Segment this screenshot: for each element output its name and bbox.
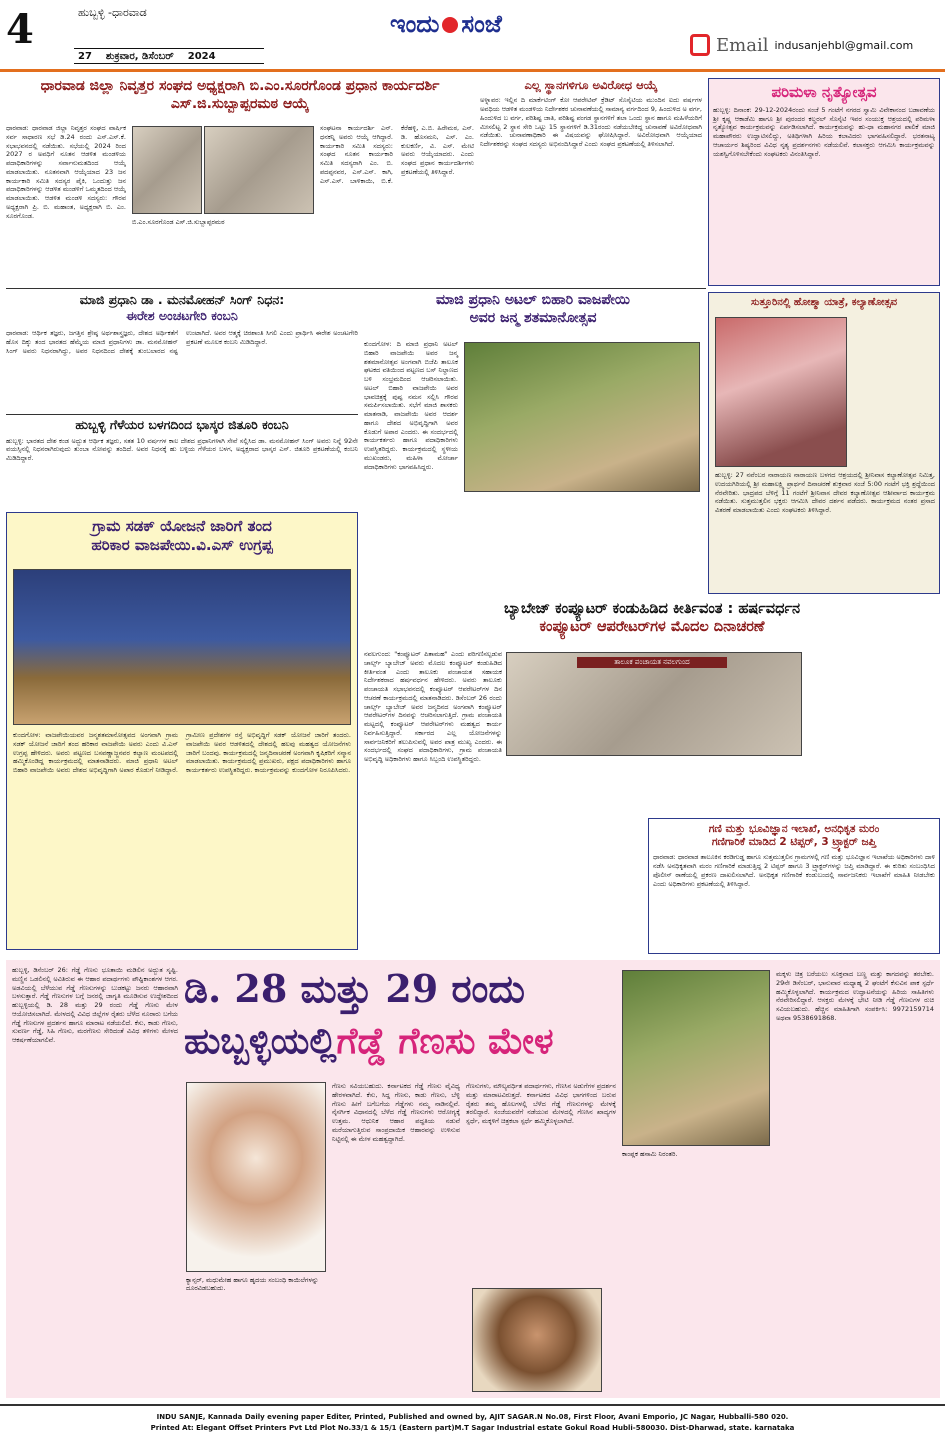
story-illegal-mining-seizure: [648, 818, 940, 954]
story-computer-operators-day: [364, 600, 940, 814]
article-body-mid: ಗೆಣಸು ಸವಿಯಬಹುದು. ಕರ್ನಾಟಕದ ಗೆಡ್ಡೆ ಗೆಣಸು ವೈವಿಧ್ಯ ಹೇರಳವಾಗಿದೆ. ಕೆಸು, ಸಿದ್ದ ಗೆಣಸು, ಕಾಡು ಗೆಣಸು, ಬೆಳ್ಳಿ ಗೆಣಸು ಹೀಗೆ ಬಗೆಬಗೆಯ ಗೆಡ್ಡೆಗಳು ನಮ್ಮ ನಾಡಿನಲ್ಲಿವೆ. ನೈಸರ್ಗಿಕ ವಿಧಾನದಲ್ಲಿ ಬೆಳೆದ ಗೆಡ್ಡೆ ಗೆಣಸುಗಳು ಆರೋಗ್ಯಕ್ಕೆ ಉತ್ತಮ. ಆಧುನಿಕ ಆಹಾರ ಪದ್ಧತಿಯ ನಡುವೆ ಮರೆಯಾಗುತ್ತಿರುವ ಸಾಂಪ್ರದಾಯಿಕ ಆಹಾರವನ್ನು ಉಳಿಸುವ ನಿಟ್ಟಿನಲ್ಲಿ ಈ ಮೇಳ ಮಹತ್ವದ್ದಾಗಿದೆ.: [332, 1082, 460, 1143]
article-body-lower: [464, 496, 700, 590]
article-body: ಧಾರವಾಡ: ಆರ್ಥಿಕ ತಜ್ಞರು, ಜಗತ್ತಿನ ಶ್ರೇಷ್ಠ ಅರ್ಥಶಾಸ್ತ್ರಜ್ಞರು, ದೇಶದ ಅರ್ಥಿಕತೆಗೆ ಹೊಸ ದಿಕ್ಕು ತಂದ ಭಾರತದ ಹೆಮ್ಮೆಯ ಮಾಜಿ ಪ್ರಧಾನಿಗಳು ಡಾ. ಮನಮೋಹನ್ ಸಿಂಗ್ ಅವರು ನಿಧನರಾಗಿದ್ದು, ಅವರ ನಿಧನದಿಂದ ದೇಶಕ್ಕೆ ತುಂಬಲಾರದ ನಷ್ಟ ಉಂಟಾಗಿದೆ. ಅವರ ಆತ್ಮಕ್ಕೆ ಚಿರಶಾಂತಿ ಸಿಗಲಿ ಎಂದು ಪ್ರಾರ್ಥಿಸಿ ಈರೇಶ ಅಂಚಟಗೇರಿ ಪ್ರಕಟಣೆ ಮೂಲಕ ಕಂಬನಿ ಮಿಡಿದಿದ್ದಾರೆ.: [6, 329, 358, 355]
article-body-right: [808, 650, 940, 810]
headline: ಧಾರವಾಡ ಜಿಲ್ಲಾ ನಿವೃತ್ತರ ಸಂಘದ ಅಧ್ಯಕ್ಷರಾಗಿ ಬಿ.ಎಂ.ಸೂರಗೊಂಡ ಪ್ರಧಾನ ಕಾರ್ಯದರ್ಶಿ ಎಸ್.ಜಿ.ಸುಬ್ಬಾಪ್ಪರಮಠ ಆಯ್ಕೆ: [40, 78, 440, 112]
email-address[interactable]: indusanjehbl@gmail.com: [774, 38, 914, 52]
date-year: 2024: [187, 50, 216, 62]
headline: ಎಲ್ಲ ಸ್ಥಾನಗಳಿಗೂ ಅವಿರೋಧ ಆಯ್ಕೆ: [524, 78, 658, 92]
brand-mark-icon: [690, 34, 710, 56]
story-manmohan-singh-condolence: [6, 292, 358, 410]
article-body-right-lower: [622, 1164, 770, 1394]
imprint-line-1: INDU SANJE, Kannada Daily evening paper Editer, Printed, Published and owned by, AJIT SAGAR.N No.08, First Floor, Avani Emporio, JC Nagar, Hubballi-580 020.: [156, 1413, 789, 1421]
email-block: [690, 34, 913, 56]
newspaper-logo: [390, 10, 502, 38]
photo-caption: ಬಿ.ಎಂ.ಸೂರಗೊಂಡ ಎಸ್.ಜಿ.ಸುಬ್ಬಾಪ್ಪರಮಠ: [132, 218, 225, 226]
photo-caption-mid: ಕ್ಯಾನ್ಸರ್, ಮಧುಮೇಹ ಹಾಗೂ ಹೃದಯ ಸಂಬಂಧಿ ಕಾಯಿಲೆಗಳನ್ನು ದೂರವಿಡಬಹುದು.: [186, 1276, 319, 1293]
article-body: ಕುಂದಗೋಳ: ವಾಜಪೇಯಿಯವರ ಜನ್ಮಶತಮಾನೋತ್ಸವದ ಅಂಗವಾಗಿ ಗ್ರಾಮ ಸಡಕ್ ಯೋಜನೆ ಜಾರಿಗೆ ತಂದ ಹರಿಕಾರ ವಾಜಪೇಯಿ ಅವರು ಎಂದು ವಿ.ಎಸ್ ಉಗ್ರಪ್ಪ ಹೇಳಿದರು. ಅವರು ಪಟ್ಟಣದ ಬಸವಣ್ಣಾಜ್ಜನವರ ಕಲ್ಯಾಣ ಮಂಟಪದಲ್ಲಿ ಹಮ್ಮಿಕೊಂಡಿದ್ದ ಕಾರ್ಯಕ್ರಮದಲ್ಲಿ ಮಾತನಾಡಿದರು. ಮಾಜಿ ಪ್ರಧಾನಿ ಅಟಲ್ ಬಿಹಾರಿ ವಾಜಪೇಯಿ ಅವರು ದೇಶದ ಅಭಿವೃದ್ಧಿಗಾಗಿ ಅಪಾರ ಕೊಡುಗೆ ನೀಡಿದ್ದಾರೆ. ಗ್ರಾಮೀಣ ಪ್ರದೇಶಗಳ ರಸ್ತೆ ಅಭಿವೃದ್ಧಿಗೆ ಸಡಕ್ ಯೋಜನೆ ಜಾರಿಗೆ ತಂದರು. ವಾಜಪೇಯಿ ಅವರ ಆಡಳಿತದಲ್ಲಿ ದೇಶದಲ್ಲಿ ಹಲವು ಮಹತ್ವದ ಯೋಜನೆಗಳು ಜಾರಿಗೆ ಬಂದವು. ಕಾರ್ಯಕ್ರಮದಲ್ಲಿ ಜನ್ಮದಿನಾಚರಣೆ ಅಂಗವಾಗಿ ಕೃಷಿಕರಿಗೆ ಸನ್ಮಾನ ಮಾಡಲಾಯಿತು. ಕಾರ್ಯಕ್ರಮದಲ್ಲಿ ಪ್ರಮುಖರು, ಪಕ್ಷದ ಪದಾಧಿಕಾರಿಗಳು ಹಾಗೂ ಕಾರ್ಯಕರ್ತರು ಉಪಸ್ಥಿತರಿದ್ದರು. ಕಾರ್ಯಕ್ರಮವನ್ನು ಕುಂದಗೋಳ ನಿರೂಪಿಸಿದರು.: [13, 731, 351, 775]
woman-holding-tuber-photo: [472, 1288, 602, 1392]
article-lead: ಧಾರವಾಡ: ಧಾರವಾಡ ಜಿಲ್ಲಾ ನಿವೃತ್ತರ ಸಂಘದ ವಾರ್ಷಿಕ ಸರ್ವ ಸಾಧಾರಣ ಸಭೆ ಡಿ.24 ರಂದು ಎಸ್.ಎಸ್.ಕೆ. ಸಭಾಭವನದಲ್ಲಿ ನಡೆಯಿತು. ಸಭೆಯಲ್ಲಿ 2024 ರಿಂದ 2027 ರ ಅವಧಿಗೆ ನೂತನ ಆಡಳಿತ ಮಂಡಳಿಯ ಪದಾಧಿಕಾರಿಗಳನ್ನು ಸರ್ವಾನುಮತದಿಂದ ಆಯ್ಕೆ ಮಾಡಲಾಯಿತು. ನೂತನವಾಗಿ ಆಯ್ಕೆಯಾದ 23 ಜನ ಕಾರ್ಯಕಾರಿ ಸಮಿತಿ ಸದಸ್ಯರ ಪೈಕಿ, ಒಂದುತ್ತು ಜನ ಪದಾಧಿಕಾರಿಗಳನ್ನು ಆಡಳಿತ ಮಂಡಳಿಗೆ ಒಮ್ಮತದಿಂದ ಆಯ್ಕೆ ಮಾಡಲಾಯಿತು. ಆಡಳಿತ ಮಂಡಳಿ ಸದಸ್ಯರು: ಗೌರವ ಅಧ್ಯಕ್ಷರಾಗಿ ಪ್ರಿ. ಬಿ. ಮಹಾಂತ, ಅಧ್ಯಕ್ಷರಾಗಿ ಬಿ. ಎಂ. ಸೂರಗೊಂಡ.: [6, 124, 126, 220]
article-body: ಹುಬ್ಬಳ್ಳಿ: ದಿನಾಂಕ: 29-12-2024ರಂದು ಸಂಜೆ 5 ಗಂಟೆಗೆ ನಗರದ ಸ್ವಾಮಿ ವಿವೇಕಾನಂದ ಬಡಾವಣೆಯ ಶ್ರೀ ಕೃಷ್ಣ ಆಕಾಡೆಮಿ ಹಾಗೂ ಶ್ರೀ ಪುರಂದರ ಕಲ್ಚರಲ್ ಸೊಸೈಟಿ ಇವರ ಸಂಯುಕ್ತ ಆಶ್ರಯದಲ್ಲಿ ಪರಿಮಳಾ ನೃತ್ಯೋತ್ಸವ ಕಾರ್ಯಕ್ರಮವನ್ನು ಏರ್ಪಡಿಸಲಾಗಿದೆ. ಕಾರ್ಯಕ್ರಮವನ್ನು ಹು-ಧಾ ಮಹಾನಗರ ಪಾಲಿಕೆ ಮಾಜಿ ಮಹಾಪೌರರು ಉದ್ಘಾಟಿಸಲಿದ್ದು, ಅತಿಥಿಗಳಾಗಿ ಹಿರಿಯ ಕಲಾವಿದರು ಭಾಗವಹಿಸಲಿದ್ದಾರೆ. ಭರತನಾಟ್ಯ ಆಚಾರ್ಯರ ಶಿಷ್ಯರಿಂದ ವಿವಿಧ ನೃತ್ಯ ಪ್ರದರ್ಶನಗಳು ನಡೆಯಲಿವೆ. ಕಲಾಸಕ್ತರು ಆಗಮಿಸಿ ಕಾರ್ಯಕ್ರಮವನ್ನು ಯಶಸ್ವಿಗೊಳಿಸಬೇಕೆಂದು ಸಂಘಟಕರು ವಿನಂತಿಸಿದ್ದಾರೆ.: [713, 105, 935, 158]
temple-photo: [715, 317, 847, 467]
page-number: 4: [6, 6, 34, 53]
sun-icon: [442, 17, 458, 33]
headline-line-1: ಮಾಜಿ ಪ್ರಧಾನಿ ಡಾ . ಮನಮೋಹನ್ ಸಿಂಗ್ ನಿಧನ:: [79, 292, 285, 307]
headline-line-1: ಮಾಜಿ ಪ್ರಧಾನಿ ಅಟಲ್ ಬಿಹಾರಿ ವಾಜಪೇಯಿ: [436, 292, 630, 308]
logo-right-text: ಸಂಜೆ: [461, 10, 502, 38]
headline-place: ಹುಬ್ಬಳ್ಳಿಯಲ್ಲಿ: [184, 1020, 337, 1062]
article-body: ಅಳ್ನಾವರ: ಇಲ್ಲಿನ ದಿ ಮಾರ್ಕೆಟಿಂಗ್ ಕೋ ಆಪರೇಟಿವ್ ಕ್ರೆಡಿಟ್ ಸೊಸೈಟಿಯ ಮುಂದಿನ ಐದು ವರ್ಷಗಳ ಅವಧಿಯ ಆಡಳಿತ ಮಂಡಳಿಯ ನಿರ್ದೇಶಕರ ಚುನಾವಣೆಯಲ್ಲಿ ಸಾಮಾನ್ಯ ವರ್ಗದಿಂದ 9, ಹಿಂದುಳಿದ ಅ ವರ್ಗ, ಹಿಂದುಳಿದ ಬ ವರ್ಗ, ಪರಿಶಿಷ್ಟ ಜಾತಿ, ಪರಿಶಿಷ್ಟ ಪಂಗಡ ಸ್ಥಾನಗಳಿಗೆ ತಲಾ ಒಂದು ಸ್ಥಾನ ಹಾಗೂ ಮಹಿಳೆಯರಿಗೆ ಮೀಸಲಿಟ್ಟ 2 ಸ್ಥಾನ ಸೇರಿ ಒಟ್ಟು 15 ಸ್ಥಾನಗಳಿಗೆ ಡಿ.31ರಂದು ನಡೆಯಬೇಕಿದ್ದ ಚುನಾವಣೆ ಅವಿರೋಧವಾಗಿ ನಡೆಯಿತು. ಚುನಾವಣಾಧಿಕಾರಿ ಈ ವಿಷಯವನ್ನು ಘೋಷಿಸಿದ್ದಾರೆ. ಅವಿರೋಧವಾಗಿ ಆಯ್ಕೆಯಾದ ನಿರ್ದೇಶಕರನ್ನು ಸಂಘದ ಸದಸ್ಯರು ಅಭಿನಂದಿಸಿದ್ದಾರೆ ಎಂದು ಸಂಘದ ಪ್ರಕಟಣೆಯಲ್ಲಿ ತಿಳಿಸಲಾಗಿದೆ.: [480, 96, 702, 149]
woman-with-tubers-photo: [186, 1082, 326, 1272]
headline: ಸುತ್ತೂರಿನಲ್ಲಿ ಹೋಶ್ಮಾ ಯಾತ್ರೆ, ಕಲ್ಯಾಣೋತ್ಸವ: [750, 297, 898, 308]
dateline: [74, 48, 264, 64]
photo-signboard: ತಾಲೂಕ ಪಂಚಾಯತ ನವಲಗುಂದ: [577, 657, 727, 668]
logo-left-text: ಇಂದು: [390, 10, 440, 38]
article-body-left: ಹುಬ್ಬಳ್ಳಿ, ಡಿಸೆಂಬರ್ 26: ಗೆಡ್ಡೆ ಗೆಣಸು ಭೂತಾಯಿ ಮಡಿಲಿನ ಅದ್ಭುತ ಸೃಷ್ಟಿ. ಮಣ್ಣಿನ ಒಡಲಿನಲ್ಲಿ ಅವಿತಿರುವ ಈ ಆಹಾರ ಪದಾರ್ಥಗಳು ಪೌಷ್ಟಿಕಾಂಶಗಳ ಆಗರ. ಅಡವಿಯಲ್ಲಿ ಬೆಳೆಯುವ ಗೆಡ್ಡೆ ಗೆಣಸುಗಳನ್ನು ಬುಡಕಟ್ಟು ಜನರು ಆಹಾರವಾಗಿ ಬಳಸುತ್ತಾರೆ. ಗೆಡ್ಡೆ ಗೆಣಸುಗಳ ಬಗ್ಗೆ ಜನರಲ್ಲಿ ಜಾಗೃತಿ ಮೂಡಿಸುವ ಉದ್ದೇಶದಿಂದ ಹುಬ್ಬಳ್ಳಿಯಲ್ಲಿ ಡಿ. 28 ಮತ್ತು 29 ರಂದು ಗೆಡ್ಡೆ ಗೆಣಸು ಮೇಳ ಆಯೋಜಿಸಲಾಗಿದೆ. ಮೇಳದಲ್ಲಿ ವಿವಿಧ ಜಿಲ್ಲೆಗಳ ರೈತರು ಬೆಳೆದ ನೂರಾರು ಬಗೆಯ ಗೆಡ್ಡೆ ಗೆಣಸುಗಳ ಪ್ರದರ್ಶನ ಹಾಗೂ ಮಾರಾಟ ನಡೆಯಲಿದೆ. ಕೆಸು, ಕಾಡು ಗೆಣಸು, ಸುವರ್ಣ ಗೆಡ್ಡೆ, ಸಿಹಿ ಗೆಣಸು, ಮರಗೆಣಸು ಸೇರಿದಂತೆ ವಿವಿಧ ತಳಿಗಳು ಮೇಳದ ಆಕರ್ಷಣೆಯಾಗಲಿವೆ.: [12, 966, 178, 1045]
date-weekday-month: ಶುಕ್ರವಾರ, ಡಿಸೆಂಬರ್: [105, 50, 174, 62]
edition-place: ಹುಬ್ಬಳ್ಳಿ -ಧಾರವಾಡ: [78, 6, 147, 19]
headline-line-1: ಗಣಿ ಮತ್ತು ಭೂವಿಜ್ಞಾನ ಇಲಾಖೆ, ಅನಧಿಕೃತ ಮರಂ: [708, 823, 880, 835]
headline: ಪರಿಮಳಾ ನೃತ್ಯೋತ್ಸವ: [771, 83, 877, 101]
portrait-photo-1: [132, 126, 202, 214]
article-body: ಧಾರವಾಡ: ಧಾರವಾಡ ತಾಲೂಕಿನ ಕರಡಿಗುಡ್ಡ ಹಾಗೂ ಸುತ್ತಮುತ್ತಲಿನ ಗ್ರಾಮಗಳಲ್ಲಿ ಗಣಿ ಮತ್ತು ಭೂವಿಜ್ಞಾನ ಇಲಾಖೆಯ ಅಧಿಕಾರಿಗಳು ದಾಳಿ ನಡೆಸಿ ಅನಧಿಕೃತವಾಗಿ ಮರಂ ಗಣಿಗಾರಿಕೆ ಮಾಡುತ್ತಿದ್ದ 2 ಟಿಪ್ಪರ್ ಹಾಗೂ 3 ಟ್ರ್ಯಾಕ್ಟರ್‌ಗಳನ್ನು ಜಪ್ತಿ ಮಾಡಿದ್ದಾರೆ. ಈ ಕುರಿತು ಸಂಬಂಧಿಸಿದ ಪೊಲೀಸ್ ಠಾಣೆಯಲ್ಲಿ ಪ್ರಕರಣ ದಾಖಲಿಸಲಾಗಿದೆ. ಅನಧಿಕೃತ ಗಣಿಗಾರಿಕೆ ಕಂಡುಬಂದಲ್ಲಿ ಸಾರ್ವಜನಿಕರು ಇಲಾಖೆಗೆ ಮಾಹಿತಿ ನೀಡಬೇಕು ಎಂದು ಅಧಿಕಾರಿಗಳು ಪ್ರಕಟಣೆಯಲ್ಲಿ ತಿಳಿಸಿದ್ದಾರೆ.: [653, 853, 935, 888]
stage-event-photo: [13, 569, 351, 725]
headline-event: ಗೆಡ್ಡೆ ಗೆಣಸು ಮೇಳ: [336, 1020, 554, 1062]
email-label: Email: [716, 34, 769, 56]
imprint-line-2: Printed At: Elegant Offset Printers Pvt Ltd Plot No.33/1 & 15/1 (Eastern part)M.T Sagar Industrial estate Gokul Road Hubli-580030. Dist-Dharwad, state. karnataka: [150, 1423, 795, 1432]
headline-line-2: ಅವರ ಜನ್ಮ ಶತಮಾನೋತ್ಸವ: [469, 309, 597, 326]
headline-line-2: ಗಣಿಗಾರಿಕೆ ಮಾಡಿದ 2 ಟಿಪ್ಪರ್, 3 ಟ್ರ್ಯಾಕ್ಟರ್ ಜಪ್ತಿ: [711, 836, 877, 849]
story-tuber-fair: [6, 960, 940, 1398]
story-gram-sadak: [6, 512, 358, 950]
story-unopposed-election: [480, 78, 702, 283]
headline-line-2: ಹರಿಕಾರ ವಾಜಪೇಯಿ.ವಿ.ಎಸ್ ಉಗ್ರಪ್ಪ: [91, 535, 273, 554]
date-day: 27: [78, 50, 92, 62]
article-body-left: ನವಲಗುಂದ: "ಕಂಪ್ಯೂಟರ್ ಪಿತಾಮಹ" ಎಂದು ಪರಿಗಣಿಸಲ್ಪಡುವ ಚಾರ್ಲ್ಸ್ ಬ್ಯಾಬೇಜ್ ಅವರು ಮೊದಲ ಕಂಪ್ಯೂಟರ್ ಕಂಡುಹಿಡಿದ ಕೀರ್ತಿವಂತ ಎಂದು ತಾಲೂಕು ಪಂಚಾಯತ ಸಹಾಯಕ ನಿರ್ದೇಶಕರಾದ ಹರ್ಷವರ್ಧನ ಹೇಳಿದರು. ಅವರು ತಾಲೂಕು ಪಂಚಾಯತಿ ಸಭಾಭವನದಲ್ಲಿ ಕಂಪ್ಯೂಟರ್ ಆಪರೇಟರ್‌ಗಳ ದಿನ ಆಚರಣೆ ಕಾರ್ಯಕ್ರಮದಲ್ಲಿ ಮಾತನಾಡಿದರು. ಡಿಸೆಂಬರ್ 26 ರಂದು ಚಾರ್ಲ್ಸ್ ಬ್ಯಾಬೇಜ್ ಅವರ ಜನ್ಮದಿನದ ಅಂಗವಾಗಿ ಕಂಪ್ಯೂಟರ್ ಆಪರೇಟರ್‌ಗಳ ದಿನವನ್ನು ಆಚರಿಸಲಾಗುತ್ತಿದೆ. ಗ್ರಾಮ ಪಂಚಾಯತಿ ಮಟ್ಟದಲ್ಲಿ ಕಂಪ್ಯೂಟರ್ ಆಪರೇಟರ್‌ಗಳು ಮಹತ್ವದ ಕಾರ್ಯ ನಿರ್ವಹಿಸುತ್ತಿದ್ದಾರೆ. ಸರ್ಕಾರದ ಎಲ್ಲ ಯೋಜನೆಗಳನ್ನು ಸಾರ್ವಜನಿಕರಿಗೆ ತಲುಪಿಸುವಲ್ಲಿ ಅವರ ಪಾತ್ರ ಮುಖ್ಯ ಎಂದರು. ಈ ಸಂದರ್ಭದಲ್ಲಿ ಸಂಘದ ಪದಾಧಿಕಾರಿಗಳು, ಗ್ರಾಮ ಪಂಚಾಯತಿ ಅಭಿವೃದ್ಧಿ ಅಧಿಕಾರಿಗಳು ಹಾಗೂ ಸಿಬ್ಬಂದಿ ಉಪಸ್ಥಿತರಿದ್ದರು.: [364, 650, 502, 764]
article-body: ಹುಬ್ಬಳ್ಳಿ: ಭಾರತದ ದೇಶ ಕಂಡ ಅದ್ಭುತ ಆರ್ಥಿಕ ತಜ್ಞರು, ಸತತ 10 ವರ್ಷಗಳ ಕಾಲ ದೇಶದ ಪ್ರಧಾನಿಗಳಾಗಿ ಸೇವೆ ಸಲ್ಲಿಸಿದ ಡಾ. ಮನಮೋಹನ್ ಸಿಂಗ್ ಅವರು ನಿನ್ನೆ 92ನೇ ವಯಸ್ಸಿನಲ್ಲಿ ನಿಧನರಾಗಿರುವುದು ತುಂಬಾ ನೋವನ್ನು ತಂದಿದೆ. ಅವರ ನಿಧನಕ್ಕೆ ಹು ಬಳ್ಳಿಯ ಗೆಳೆಯರ ಬಳಗ, ಅಧ್ಯಕ್ಷರಾದ ಭಾಸ್ಕರ ಎಸ್. ಜಿತೂರಿ ಪ್ರಕಟಣೆಯಲ್ಲಿ ಕಂಬನಿ ಮಿಡಿದಿದ್ದಾರೆ.: [6, 436, 358, 463]
article-body-lower: [132, 230, 314, 282]
headline-line-2: ಕಂಪ್ಯೂಟರ್ ಆಪರೇಟರ್‌ಗಳ ಮೊದಲ ದಿನಾಚರಣೆ: [539, 619, 765, 636]
imprint-footer: [0, 1404, 945, 1446]
story-parimala-dance-festival: [708, 78, 940, 286]
article-body: ಹುಬ್ಬಳ್ಳಿ: 27 ನವೆಂಬರ ನಾರಾಯಣ ನಾರಾಯಣ ಬಳಗದ ಆಶ್ರಯದಲ್ಲಿ ಶ್ರೀನಿವಾಸ ಕಲ್ಯಾಣೋತ್ಸವ ನಿಮಿತ್ತ, ಉದಯಗಿರಿಯಲ್ಲಿ ಶ್ರೀ ಮಹಾಲಕ್ಷ್ಮಿ ಪ್ರಾರ್ಥನೆ ದಿನಾಚರಣೆ ಶುಕ್ರವಾರ ಸಂಜೆ 5:00 ಗಂಟೆಗೆ ಭಕ್ತಿ ಶ್ರದ್ಧೆಯಿಂದ ನೆರವೇರಿತು. ಭಾದ್ರಪದ ಬೆಳಿಗ್ಗೆ 11 ಗಂಟೆಗೆ ಶ್ರೀನಿವಾಸ ದೇವರ ಕಲ್ಯಾಣೋತ್ಸವ ಆಶೀರ್ವಾದ ಕಾರ್ಯಕ್ರಮ ನಡೆಯಿತು. ಸುತ್ತಮುತ್ತಲಿನ ಭಕ್ತರು ಆಗಮಿಸಿ ದೇವರ ದರ್ಶನ ಪಡೆದರು. ಕಾರ್ಯಕ್ರಮದ ನಂತರ ಪ್ರಸಾದ ವಿತರಣೆ ಮಾಡಲಾಯಿತು ಎಂದು ಸಂಘಟಕರು ತಿಳಿಸಿದ್ದಾರೆ.: [715, 471, 935, 515]
elderly-woman-tuber-photo: [622, 970, 770, 1146]
story-vajpayee-centenary: [364, 292, 702, 594]
article-body-left: ಕುಂದಗೋಳ: ದಿ ಮಾಜಿ ಪ್ರಧಾನಿ ಅಟಲ್ ಬಿಹಾರಿ ವಾಜಪೇಯಿ ಅವರ ಜನ್ಮ ಶತಮಾನೋತ್ಸವ ಅಂಗವಾಗಿ ಬಿಜೆಪಿ ತಾಲೂಕ ಘಟಕದ ವತಿಯಿಂದ ಪಟ್ಟಣದ ಬಸ್ ನಿಲ್ದಾಣದ ಬಳಿ ಸಂಭ್ರಮದಿಂದ ಆಚರಿಸಲಾಯಿತು. ಅಟಲ್ ಬಿಹಾರಿ ವಾಜಪೇಯಿ ಅವರ ಭಾವಚಿತ್ರಕ್ಕೆ ಪುಷ್ಪ ನಮನ ಸಲ್ಲಿಸಿ ಗೌರವ ಸಮರ್ಪಿಸಲಾಯಿತು. ಸಭೆಗೆ ಮಾಜಿ ಶಾಸಕರು ಮಾತನಾಡಿ, ವಾಜಪೇಯಿ ಅವರ ಆದರ್ಶ ಹಾಗೂ ದೇಶದ ಅಭಿವೃದ್ಧಿಗಾಗಿ ಅವರ ಕೊಡುಗೆ ಅಪಾರ ಎಂದರು. ಈ ಸಂದರ್ಭದಲ್ಲಿ ಕಾರ್ಯಕರ್ತರು ಹಾಗೂ ಪದಾಧಿಕಾರಿಗಳು ಉಪಸ್ಥಿತರಿದ್ದರು. ಕಾರ್ಯಕ್ರಮದಲ್ಲಿ ಸ್ಥಳೀಯ ಮುಖಂಡರು, ಮಹಿಳಾ ಮೋರ್ಚಾ ಪದಾಧಿಕಾರಿಗಳು ಭಾಗವಹಿಸಿದ್ದರು.: [364, 340, 458, 471]
article-body-mid: [506, 760, 802, 810]
headline: ಹುಬ್ಬಳ್ಳಿ ಗೆಳೆಯರ ಬಳಗದಿಂದ ಭಾಸ್ಕರ ಜಿತೂರಿ ಕಂಬನಿ: [6, 414, 358, 433]
article-body-side: [851, 317, 935, 467]
headline-line-1: ಗ್ರಾಮ ಸಡಕ್ ಯೋಜನೆ ಜಾರಿಗೆ ತಂದ: [92, 517, 272, 535]
headline-line-1: ಬ್ಯಾಬೇಜ್ ಕಂಪ್ಯೂಟರ್ ಕಂಡುಹಿಡಿದ ಕೀರ್ತಿವಂತ : ಹರ್ಷವರ್ಧನ: [503, 601, 801, 617]
headline-line-2: ಈರೇಶ ಅಂಚಟಗೇರಿ ಕಂಬನಿ: [126, 307, 238, 323]
office-group-photo: [506, 652, 802, 756]
photo-caption-right: ಕಾಂಪ್ಲಕ ಹಸಾಮಿ ನಿರಂತರಿ.: [622, 1150, 678, 1158]
story-retired-association: [6, 78, 474, 283]
feature-headline-line-1: ಡಿ. 28 ಮತ್ತು 29 ರಂದು: [184, 966, 526, 1011]
article-body: ಸಂಘಟನಾ ಕಾರ್ಯದರ್ಶಿ ಎನ್. ಧನಕನ್ನಿ ಅವರು ಆಯ್ಕೆ ಆಗಿದ್ದಾರೆ. ಕಾರ್ಯಕಾರಿ ಸಮಿತಿ ಸದಸ್ಯರು: ಸಂಘದ ನೂತನ ಕಾರ್ಯಕಾರಿ ಸಮಿತಿ ಸದಸ್ಯರಾಗಿ ಎಂ. ಬಿ. ಪದಪ್ಪನವರ, ಎಸ್.ಎಸ್. ಕಾಗಿ, ಎಸ್.ಎಸ್. ಬಾಳಿಕಾಯಿ, ಬಿ.ಕೆ. ಕೆರೆಹಳ್ಳಿ, ಎ.ಬಿ. ಹಿರೇಮಠ, ಎಸ್. ಡಿ. ಹೊಸಮನಿ, ಎಸ್. ಎಂ. ಕುಲಕರ್ಣಿ, ವಿ. ಎಸ್. ಮೇಟಿ ಅವರು ಆಯ್ಕೆಯಾದರು. ಎಂದು ಸಂಘದ ಪ್ರಧಾನ ಕಾರ್ಯದರ್ಶಿಗಳು ಪ್ರಕಟಣೆಯಲ್ಲಿ ತಿಳಿಸಿದ್ದಾರೆ.: [320, 124, 474, 185]
masthead: [0, 0, 945, 72]
feature-headline-line-2: [184, 1020, 624, 1063]
event-photo: [464, 342, 700, 492]
story-kalyanotsava: [708, 292, 940, 594]
story-computer-operators-continued: [364, 818, 642, 952]
portrait-photo-2: [204, 126, 314, 214]
story-bhaskar-condolence: [6, 414, 358, 506]
article-body-right: ಮಕ್ಕಳು ಚಿತ್ರ ಬರೆಯಲು ಸೂಕ್ತವಾದ ಬಣ್ಣ ಮತ್ತು ಕಾಗದವನ್ನು ತರಬೇಕು. 29ನೇ ಡಿಸೆಂಬರ್, ಭಾನುವಾರ ಮಧ್ಯಾಹ್ನ 2 ಘಂಟೆಗೆ ಕೆಸುವಿನ ಪಾಕ ಸ್ಪರ್ಧೆ ಹಮ್ಮಿಕೊಳ್ಳಲಾಗಿದೆ. ಕಾರ್ಯಕ್ರಮದ ಉದ್ಘಾಟನೆಯನ್ನು ಹಿರಿಯ ಸಾಹಿತಿಗಳು ನೆರವೇರಿಸಲಿದ್ದಾರೆ. ಆಸಕ್ತರು ಮೇಳಕ್ಕೆ ಭೇಟಿ ನೀಡಿ ಗೆಡ್ಡೆ ಗೆಣಸುಗಳ ರುಚಿ ಸವಿಯಬಹುದು. ಹೆಚ್ಚಿನ ಮಾಹಿತಿಗಾಗಿ ಸಂಪರ್ಕಿಸಿ: 9972159714 ಅಥವಾ 9538691868.: [776, 970, 934, 1022]
article-body-mid-2: ಗೆಣಸುಗಳು, ಮೌಲ್ಯವರ್ಧಿತ ಪದಾರ್ಥಗಳು, ಗೆಣಸಿನ ಅಡುಗೆಗಳ ಪ್ರದರ್ಶನ ಮತ್ತು ಮಾರಾಟವಿರುತ್ತದೆ. ಕರ್ನಾಟಕದ ವಿವಿಧ ಭಾಗಗಳಿಂದ ಬರುವ ರೈತರು ತಮ್ಮ ಹೊಲಗಳಲ್ಲಿ ಬೆಳೆದ ಗೆಡ್ಡೆ ಗೆಣಸುಗಳನ್ನು ಮೇಳಕ್ಕೆ ತರಲಿದ್ದಾರೆ. ಸಂಜೆಯವರೆಗೆ ನಡೆಯುವ ಮೇಳದಲ್ಲಿ ಗೆಣಸಿನ ಖಾದ್ಯಗಳ ಸ್ಪರ್ಧೆ, ಮಕ್ಕಳಿಗೆ ಚಿತ್ರಕಲಾ ಸ್ಪರ್ಧೆ ಹಮ್ಮಿಕೊಳ್ಳಲಾಗಿದೆ.: [466, 1082, 616, 1126]
divider: [6, 288, 706, 289]
